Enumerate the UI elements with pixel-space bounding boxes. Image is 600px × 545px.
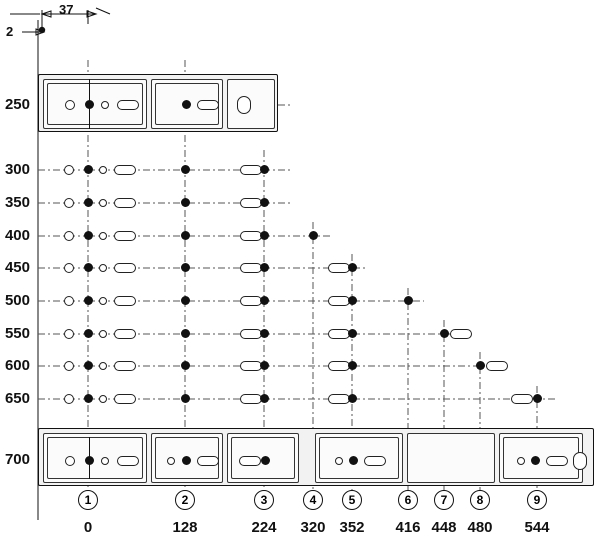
pattern-slot <box>240 263 262 273</box>
column-value-8: 480 <box>467 519 493 536</box>
pattern-dot <box>181 231 190 240</box>
pattern-slot <box>240 296 262 306</box>
pattern-slot <box>114 198 136 208</box>
pattern-dot <box>348 361 357 370</box>
row-label-600: 600 <box>4 357 30 374</box>
rail-hole <box>167 457 175 465</box>
rail-slot <box>364 456 386 466</box>
rail-hole <box>335 457 343 465</box>
pattern-slot <box>240 329 262 339</box>
pattern-hole <box>64 231 74 241</box>
bottom-seg-5 <box>407 433 495 483</box>
pattern-slot <box>240 165 262 175</box>
pattern-dot <box>181 198 190 207</box>
pattern-dot <box>260 231 269 240</box>
callout-3[interactable]: 3 <box>254 490 274 510</box>
pattern-dot <box>181 263 190 272</box>
pattern-dot <box>181 296 190 305</box>
pattern-dot <box>181 165 190 174</box>
pattern-dot <box>84 361 93 370</box>
pattern-slot <box>114 263 136 273</box>
pattern-dot <box>309 231 318 240</box>
pattern-dot <box>84 231 93 240</box>
pattern-dot <box>260 361 269 370</box>
rail-slot <box>117 100 139 110</box>
pattern-dot <box>260 165 269 174</box>
pattern-slot <box>328 263 350 273</box>
pattern-dot <box>348 296 357 305</box>
pattern-slot <box>486 361 508 371</box>
top-rail-inner-right <box>227 79 275 129</box>
callout-1[interactable]: 1 <box>78 490 98 510</box>
pattern-dot <box>84 329 93 338</box>
centre-mark <box>89 79 90 129</box>
pattern-slot <box>240 394 262 404</box>
callout-8[interactable]: 8 <box>470 490 490 510</box>
row-label-550: 550 <box>4 325 30 342</box>
pattern-slot <box>240 198 262 208</box>
column-value-4: 320 <box>300 519 326 536</box>
callout-2[interactable]: 2 <box>175 490 195 510</box>
rail-hole <box>65 100 75 110</box>
rail-hole <box>101 101 109 109</box>
pattern-slot <box>328 296 350 306</box>
pattern-dot <box>533 394 542 403</box>
callout-4[interactable]: 4 <box>303 490 323 510</box>
bottom-rail <box>38 428 594 486</box>
rail-keyhole <box>573 452 587 470</box>
pattern-dot <box>181 394 190 403</box>
pattern-slot <box>114 165 136 175</box>
pattern-slot <box>114 361 136 371</box>
mount-dot <box>349 456 358 465</box>
pattern-slot <box>511 394 533 404</box>
column-value-5: 352 <box>339 519 365 536</box>
pattern-hole <box>64 296 74 306</box>
dimension-2: 2 <box>6 24 14 39</box>
row-label-450: 450 <box>4 259 30 276</box>
pattern-slot <box>328 329 350 339</box>
rail-slot <box>117 456 139 466</box>
rail-slot <box>197 456 219 466</box>
pattern-hole <box>99 232 107 240</box>
mount-dot <box>531 456 540 465</box>
dimension-37: 37 <box>59 2 74 17</box>
pattern-hole <box>99 264 107 272</box>
top-rail <box>38 74 278 132</box>
pattern-hole <box>64 165 74 175</box>
pattern-dot <box>404 296 413 305</box>
pattern-dot <box>348 329 357 338</box>
row-label-650: 650 <box>4 390 30 407</box>
centre-mark <box>89 437 90 479</box>
pattern-hole <box>99 297 107 305</box>
pattern-dot <box>260 296 269 305</box>
pattern-dot <box>476 361 485 370</box>
pattern-dot <box>348 394 357 403</box>
pattern-dot <box>181 329 190 338</box>
pattern-hole <box>64 394 74 404</box>
callout-5[interactable]: 5 <box>342 490 362 510</box>
callout-6[interactable]: 6 <box>398 490 418 510</box>
row-label-250: 250 <box>4 96 30 113</box>
pattern-slot <box>240 231 262 241</box>
pattern-dot <box>348 263 357 272</box>
pattern-slot <box>328 394 350 404</box>
row-label-500: 500 <box>4 292 30 309</box>
pattern-dot <box>260 394 269 403</box>
pattern-slot <box>240 361 262 371</box>
pattern-slot <box>328 361 350 371</box>
rail-hole <box>101 457 109 465</box>
pattern-dot <box>84 296 93 305</box>
pattern-dot <box>181 361 190 370</box>
pattern-hole <box>99 166 107 174</box>
bottom-seg-6b <box>503 437 579 479</box>
callout-7[interactable]: 7 <box>434 490 454 510</box>
bottom-seg-4b <box>319 437 399 479</box>
mount-dot <box>261 456 270 465</box>
rail-slot <box>197 100 219 110</box>
column-value-9: 544 <box>524 519 550 536</box>
pattern-hole <box>64 329 74 339</box>
callout-9[interactable]: 9 <box>527 490 547 510</box>
mount-dot <box>182 456 191 465</box>
pattern-hole <box>64 263 74 273</box>
pattern-hole <box>99 362 107 370</box>
pattern-dot <box>84 263 93 272</box>
pattern-dot <box>84 165 93 174</box>
rail-hole <box>65 456 75 466</box>
column-value-1: 0 <box>83 519 93 536</box>
row-label-350: 350 <box>4 194 30 211</box>
pattern-dot <box>260 198 269 207</box>
pattern-hole <box>64 361 74 371</box>
pattern-slot <box>114 394 136 404</box>
pattern-hole <box>99 395 107 403</box>
pattern-dot <box>260 263 269 272</box>
pattern-dot <box>84 198 93 207</box>
pattern-dot <box>84 394 93 403</box>
column-value-3: 224 <box>251 519 277 536</box>
pattern-hole <box>99 330 107 338</box>
pattern-hole <box>64 198 74 208</box>
rail-slot <box>239 456 261 466</box>
pattern-slot <box>114 329 136 339</box>
pattern-slot <box>114 231 136 241</box>
column-value-2: 128 <box>172 519 198 536</box>
row-label-400: 400 <box>4 227 30 244</box>
rail-slot <box>546 456 568 466</box>
column-value-7: 448 <box>431 519 457 536</box>
row-label-700: 700 <box>4 451 30 468</box>
pattern-dot <box>440 329 449 338</box>
pattern-dot <box>260 329 269 338</box>
pattern-slot <box>450 329 472 339</box>
rail-keyhole <box>237 96 251 114</box>
pattern-slot <box>114 296 136 306</box>
column-value-6: 416 <box>395 519 421 536</box>
rail-hole <box>517 457 525 465</box>
mount-dot <box>182 100 191 109</box>
pattern-hole <box>99 199 107 207</box>
row-label-300: 300 <box>4 161 30 178</box>
